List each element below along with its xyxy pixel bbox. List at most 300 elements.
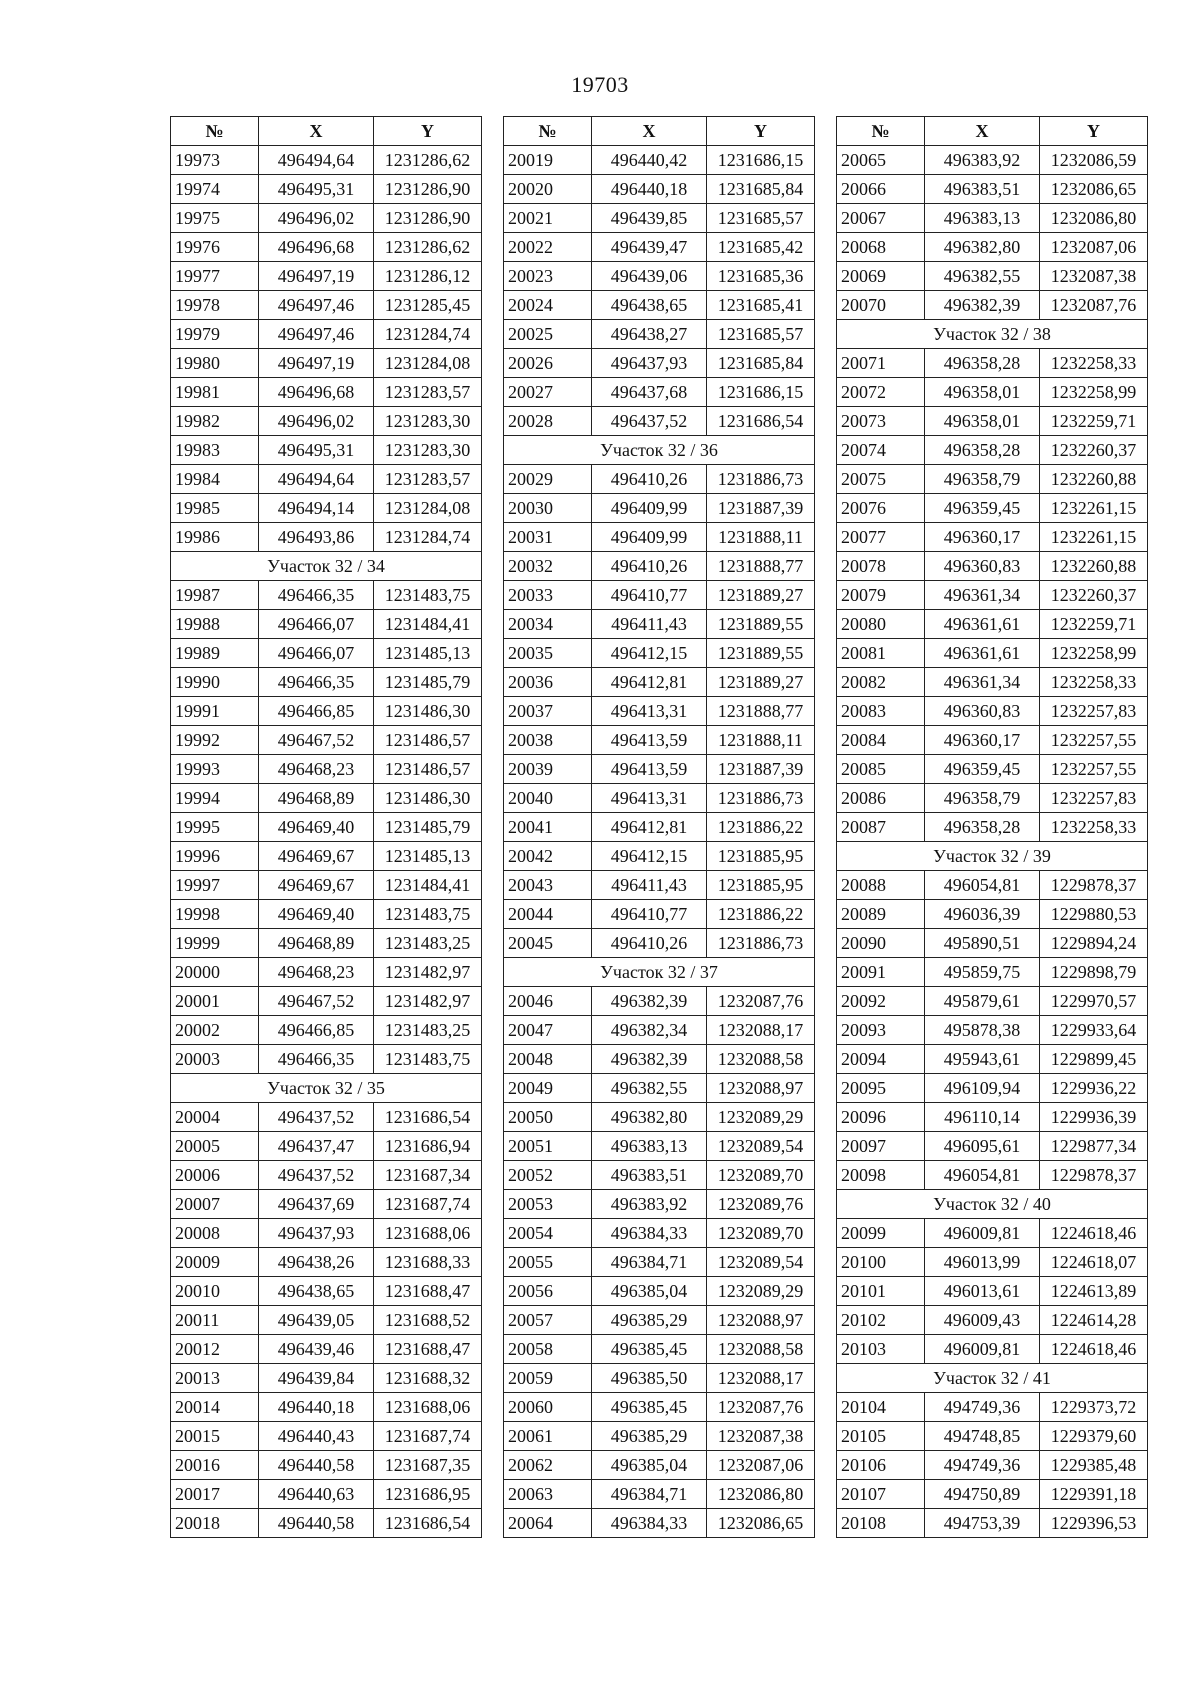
x-coordinate: 496496,68: [259, 378, 374, 407]
point-number: 20057: [504, 1306, 592, 1335]
x-coordinate: 495890,51: [925, 929, 1040, 958]
point-number: 20103: [837, 1335, 925, 1364]
point-number: 20052: [504, 1161, 592, 1190]
point-number: 20101: [837, 1277, 925, 1306]
table-row: [171, 900, 482, 929]
x-coordinate: 496385,45: [592, 1393, 707, 1422]
table-row: [171, 378, 482, 407]
y-coordinate: 1232087,06: [707, 1451, 815, 1480]
table-row: [171, 958, 482, 987]
y-coordinate: 1231687,74: [374, 1190, 482, 1219]
x-coordinate: 496409,99: [592, 494, 707, 523]
header-num: №: [504, 117, 592, 146]
y-coordinate: 1231889,27: [707, 668, 815, 697]
point-number: 20069: [837, 262, 925, 291]
x-coordinate: 496385,04: [592, 1277, 707, 1306]
y-coordinate: 1229970,57: [1040, 987, 1148, 1016]
x-coordinate: 496440,58: [259, 1509, 374, 1538]
point-number: 20028: [504, 407, 592, 436]
y-coordinate: 1229379,60: [1040, 1422, 1148, 1451]
point-number: 20086: [837, 784, 925, 813]
table-row: [171, 320, 482, 349]
y-coordinate: 1231688,06: [374, 1219, 482, 1248]
y-coordinate: 1232089,70: [707, 1161, 815, 1190]
x-coordinate: 496495,31: [259, 175, 374, 204]
x-coordinate: 496383,92: [925, 146, 1040, 175]
section-title: Участок 32 / 40: [837, 1190, 1148, 1219]
y-coordinate: 1231285,45: [374, 291, 482, 320]
point-number: 20076: [837, 494, 925, 523]
y-coordinate: 1231886,73: [707, 929, 815, 958]
point-number: 20039: [504, 755, 592, 784]
point-number: 20036: [504, 668, 592, 697]
y-coordinate: 1231886,73: [707, 465, 815, 494]
table-row: [837, 900, 1148, 929]
point-number: 20034: [504, 610, 592, 639]
point-number: 20007: [171, 1190, 259, 1219]
x-coordinate: 496410,26: [592, 465, 707, 494]
table-row: [504, 1219, 815, 1248]
table-row: [504, 726, 815, 755]
x-coordinate: 496467,52: [259, 726, 374, 755]
x-coordinate: 496360,17: [925, 523, 1040, 552]
point-number: 19988: [171, 610, 259, 639]
table-row: [171, 1480, 482, 1509]
point-number: 20102: [837, 1306, 925, 1335]
y-coordinate: 1232258,99: [1040, 639, 1148, 668]
point-number: 20085: [837, 755, 925, 784]
point-number: 20095: [837, 1074, 925, 1103]
y-coordinate: 1224618,07: [1040, 1248, 1148, 1277]
point-number: 20090: [837, 929, 925, 958]
x-coordinate: 496382,39: [925, 291, 1040, 320]
y-coordinate: 1229373,72: [1040, 1393, 1148, 1422]
table-row: [837, 1045, 1148, 1074]
table-row: [504, 320, 815, 349]
x-coordinate: 496440,18: [592, 175, 707, 204]
y-coordinate: 1231687,35: [374, 1451, 482, 1480]
x-coordinate: 496385,04: [592, 1451, 707, 1480]
point-number: 19984: [171, 465, 259, 494]
x-coordinate: 496382,34: [592, 1016, 707, 1045]
table-row: [837, 349, 1148, 378]
point-number: 20047: [504, 1016, 592, 1045]
point-number: 20020: [504, 175, 592, 204]
point-number: 20021: [504, 204, 592, 233]
table-row: [504, 1016, 815, 1045]
y-coordinate: 1231685,36: [707, 262, 815, 291]
y-coordinate: 1231686,54: [374, 1509, 482, 1538]
point-number: 20078: [837, 552, 925, 581]
x-coordinate: 496466,85: [259, 1016, 374, 1045]
table-row: [837, 755, 1148, 784]
point-number: 20061: [504, 1422, 592, 1451]
table-row: [504, 1422, 815, 1451]
x-coordinate: 496036,39: [925, 900, 1040, 929]
point-number: 19980: [171, 349, 259, 378]
y-coordinate: 1231283,57: [374, 378, 482, 407]
y-coordinate: 1231286,62: [374, 146, 482, 175]
table-row: [504, 1451, 815, 1480]
y-coordinate: 1232086,65: [707, 1509, 815, 1538]
x-coordinate: 496495,31: [259, 436, 374, 465]
point-number: 20108: [837, 1509, 925, 1538]
x-coordinate: 496496,02: [259, 204, 374, 233]
table-row: [837, 233, 1148, 262]
y-coordinate: 1231284,74: [374, 523, 482, 552]
x-coordinate: 496412,15: [592, 639, 707, 668]
table-row: [837, 494, 1148, 523]
x-coordinate: 496382,55: [925, 262, 1040, 291]
y-coordinate: 1231685,41: [707, 291, 815, 320]
y-coordinate: 1232089,54: [707, 1248, 815, 1277]
x-coordinate: 496440,58: [259, 1451, 374, 1480]
table-row: [171, 842, 482, 871]
y-coordinate: 1232258,33: [1040, 813, 1148, 842]
section-row: [171, 1074, 482, 1103]
point-number: 20087: [837, 813, 925, 842]
table-row: [504, 610, 815, 639]
x-coordinate: 496413,31: [592, 697, 707, 726]
table-row: [837, 1422, 1148, 1451]
y-coordinate: 1232261,15: [1040, 494, 1148, 523]
x-coordinate: 496360,17: [925, 726, 1040, 755]
table-row: [837, 1248, 1148, 1277]
y-coordinate: 1229878,37: [1040, 871, 1148, 900]
x-coordinate: 496384,33: [592, 1219, 707, 1248]
x-coordinate: 496466,35: [259, 581, 374, 610]
point-number: 20072: [837, 378, 925, 407]
y-coordinate: 1231685,84: [707, 349, 815, 378]
table-row: [837, 1306, 1148, 1335]
y-coordinate: 1232087,06: [1040, 233, 1148, 262]
table-row: [837, 1277, 1148, 1306]
table-row: [504, 349, 815, 378]
table-row: [504, 552, 815, 581]
y-coordinate: 1231485,79: [374, 813, 482, 842]
section-row: [837, 1190, 1148, 1219]
point-number: 19999: [171, 929, 259, 958]
x-coordinate: 496439,84: [259, 1364, 374, 1393]
point-number: 19990: [171, 668, 259, 697]
point-number: 20003: [171, 1045, 259, 1074]
coordinates-table-3: [836, 116, 1148, 1538]
point-number: 20018: [171, 1509, 259, 1538]
x-coordinate: 496468,89: [259, 784, 374, 813]
y-coordinate: 1231486,57: [374, 755, 482, 784]
table-row: [504, 1132, 815, 1161]
point-number: 20026: [504, 349, 592, 378]
header-y: Y: [707, 117, 815, 146]
y-coordinate: 1229396,53: [1040, 1509, 1148, 1538]
x-coordinate: 496383,51: [925, 175, 1040, 204]
point-number: 19974: [171, 175, 259, 204]
table-row: [837, 262, 1148, 291]
table-row: [837, 1132, 1148, 1161]
table-row: [504, 204, 815, 233]
table-row: [171, 465, 482, 494]
table-row: [504, 1074, 815, 1103]
x-coordinate: 495943,61: [925, 1045, 1040, 1074]
table-row: [504, 1103, 815, 1132]
point-number: 20004: [171, 1103, 259, 1132]
header-row: [837, 117, 1148, 146]
table-row: [837, 465, 1148, 494]
point-number: 20062: [504, 1451, 592, 1480]
table-row: [171, 726, 482, 755]
x-coordinate: 496385,50: [592, 1364, 707, 1393]
section-row: [837, 842, 1148, 871]
point-number: 20099: [837, 1219, 925, 1248]
x-coordinate: 496361,61: [925, 610, 1040, 639]
x-coordinate: 495859,75: [925, 958, 1040, 987]
x-coordinate: 496438,26: [259, 1248, 374, 1277]
point-number: 20097: [837, 1132, 925, 1161]
x-coordinate: 496009,81: [925, 1335, 1040, 1364]
x-coordinate: 496054,81: [925, 871, 1040, 900]
point-number: 20070: [837, 291, 925, 320]
table-row: [837, 291, 1148, 320]
y-coordinate: 1229385,48: [1040, 1451, 1148, 1480]
point-number: 20044: [504, 900, 592, 929]
table-row: [504, 1364, 815, 1393]
point-number: 20084: [837, 726, 925, 755]
y-coordinate: 1232088,17: [707, 1016, 815, 1045]
y-coordinate: 1229899,45: [1040, 1045, 1148, 1074]
x-coordinate: 496358,28: [925, 813, 1040, 842]
y-coordinate: 1232086,80: [1040, 204, 1148, 233]
point-number: 19979: [171, 320, 259, 349]
point-number: 20067: [837, 204, 925, 233]
x-coordinate: 496413,59: [592, 755, 707, 784]
section-title: Участок 32 / 39: [837, 842, 1148, 871]
x-coordinate: 496438,65: [592, 291, 707, 320]
table-row: [171, 262, 482, 291]
point-number: 20043: [504, 871, 592, 900]
y-coordinate: 1231686,54: [374, 1103, 482, 1132]
y-coordinate: 1231688,32: [374, 1364, 482, 1393]
table-row: [504, 523, 815, 552]
y-coordinate: 1224618,46: [1040, 1335, 1148, 1364]
table-row: [837, 871, 1148, 900]
point-number: 19997: [171, 871, 259, 900]
table-row: [504, 987, 815, 1016]
table-row: [504, 1480, 815, 1509]
point-number: 19978: [171, 291, 259, 320]
point-number: 19985: [171, 494, 259, 523]
x-coordinate: 496497,46: [259, 291, 374, 320]
table-row: [837, 668, 1148, 697]
table-row: [171, 1190, 482, 1219]
y-coordinate: 1232259,71: [1040, 610, 1148, 639]
point-number: 20051: [504, 1132, 592, 1161]
y-coordinate: 1231284,08: [374, 349, 482, 378]
x-coordinate: 496382,80: [592, 1103, 707, 1132]
table-row: [837, 958, 1148, 987]
point-number: 19993: [171, 755, 259, 784]
y-coordinate: 1229391,18: [1040, 1480, 1148, 1509]
y-coordinate: 1232087,76: [707, 1393, 815, 1422]
table-row: [504, 784, 815, 813]
table-row: [171, 1364, 482, 1393]
page-number: 19703: [571, 72, 629, 97]
x-coordinate: 496497,19: [259, 349, 374, 378]
y-coordinate: 1231686,15: [707, 146, 815, 175]
table-row: [171, 1248, 482, 1277]
point-number: 20053: [504, 1190, 592, 1219]
x-coordinate: 496439,46: [259, 1335, 374, 1364]
table-row: [504, 668, 815, 697]
point-number: 19986: [171, 523, 259, 552]
y-coordinate: 1231483,25: [374, 1016, 482, 1045]
y-coordinate: 1231688,47: [374, 1335, 482, 1364]
table-row: [171, 610, 482, 639]
x-coordinate: 496385,29: [592, 1422, 707, 1451]
point-number: 19981: [171, 378, 259, 407]
section-row: [504, 436, 815, 465]
y-coordinate: 1231286,62: [374, 233, 482, 262]
header-row: [171, 117, 482, 146]
point-number: 19977: [171, 262, 259, 291]
y-coordinate: 1232089,76: [707, 1190, 815, 1219]
y-coordinate: 1231482,97: [374, 958, 482, 987]
y-coordinate: 1231686,95: [374, 1480, 482, 1509]
y-coordinate: 1231485,13: [374, 639, 482, 668]
point-number: 20045: [504, 929, 592, 958]
point-number: 20075: [837, 465, 925, 494]
table-row: [171, 1509, 482, 1538]
table-row: [504, 407, 815, 436]
table-row: [171, 1393, 482, 1422]
table-row: [504, 1509, 815, 1538]
x-coordinate: 496109,94: [925, 1074, 1040, 1103]
y-coordinate: 1231486,30: [374, 697, 482, 726]
x-coordinate: 496361,61: [925, 639, 1040, 668]
x-coordinate: 496382,39: [592, 987, 707, 1016]
x-coordinate: 496437,52: [592, 407, 707, 436]
table-row: [504, 1306, 815, 1335]
table-row: [837, 175, 1148, 204]
x-coordinate: 496497,46: [259, 320, 374, 349]
point-number: 20107: [837, 1480, 925, 1509]
table-row: [171, 1103, 482, 1132]
table-row: [837, 784, 1148, 813]
point-number: 19975: [171, 204, 259, 233]
table-row: [171, 813, 482, 842]
table-row: [504, 1161, 815, 1190]
table-row: [837, 726, 1148, 755]
table-row: [504, 1045, 815, 1074]
table-row: [504, 262, 815, 291]
x-coordinate: 496384,71: [592, 1248, 707, 1277]
y-coordinate: 1232257,55: [1040, 755, 1148, 784]
point-number: 20006: [171, 1161, 259, 1190]
y-coordinate: 1232257,83: [1040, 784, 1148, 813]
table-row: [504, 494, 815, 523]
point-number: 20016: [171, 1451, 259, 1480]
y-coordinate: 1232260,88: [1040, 465, 1148, 494]
x-coordinate: 496496,68: [259, 233, 374, 262]
table-row: [171, 233, 482, 262]
x-coordinate: 496413,31: [592, 784, 707, 813]
x-coordinate: 496358,01: [925, 378, 1040, 407]
point-number: 19991: [171, 697, 259, 726]
point-number: 20056: [504, 1277, 592, 1306]
x-coordinate: 496358,28: [925, 349, 1040, 378]
x-coordinate: 496358,79: [925, 784, 1040, 813]
point-number: 20025: [504, 320, 592, 349]
point-number: 20081: [837, 639, 925, 668]
table-row: [171, 146, 482, 175]
y-coordinate: 1232089,54: [707, 1132, 815, 1161]
x-coordinate: 496439,05: [259, 1306, 374, 1335]
point-number: 19996: [171, 842, 259, 871]
table-row: [171, 1219, 482, 1248]
y-coordinate: 1232087,38: [1040, 262, 1148, 291]
x-coordinate: 496439,06: [592, 262, 707, 291]
x-coordinate: 496383,92: [592, 1190, 707, 1219]
y-coordinate: 1229877,34: [1040, 1132, 1148, 1161]
y-coordinate: 1231485,79: [374, 668, 482, 697]
y-coordinate: 1231483,75: [374, 1045, 482, 1074]
x-coordinate: 496359,45: [925, 755, 1040, 784]
point-number: 20041: [504, 813, 592, 842]
point-number: 20038: [504, 726, 592, 755]
table-row: [504, 755, 815, 784]
table-row: [171, 204, 482, 233]
point-number: 20009: [171, 1248, 259, 1277]
y-coordinate: 1231886,22: [707, 813, 815, 842]
table-row: [171, 1422, 482, 1451]
x-coordinate: 496440,63: [259, 1480, 374, 1509]
table-row: [504, 146, 815, 175]
y-coordinate: 1231482,97: [374, 987, 482, 1016]
table-row: [171, 436, 482, 465]
table-row: [837, 639, 1148, 668]
y-coordinate: 1224614,28: [1040, 1306, 1148, 1335]
y-coordinate: 1232258,33: [1040, 349, 1148, 378]
point-number: 20015: [171, 1422, 259, 1451]
y-coordinate: 1232087,76: [1040, 291, 1148, 320]
x-coordinate: 496437,69: [259, 1190, 374, 1219]
x-coordinate: 496009,81: [925, 1219, 1040, 1248]
table-row: [171, 1277, 482, 1306]
x-coordinate: 496466,07: [259, 610, 374, 639]
y-coordinate: 1231286,12: [374, 262, 482, 291]
x-coordinate: 496468,89: [259, 929, 374, 958]
x-coordinate: 496497,19: [259, 262, 374, 291]
coordinates-table-1: [170, 116, 482, 1538]
point-number: 20008: [171, 1219, 259, 1248]
table-row: [504, 1248, 815, 1277]
table-row: [837, 146, 1148, 175]
y-coordinate: 1232260,37: [1040, 581, 1148, 610]
table-row: [171, 1306, 482, 1335]
x-coordinate: 494750,89: [925, 1480, 1040, 1509]
table-row: [171, 987, 482, 1016]
x-coordinate: 496383,51: [592, 1161, 707, 1190]
table-row: [837, 581, 1148, 610]
y-coordinate: 1232089,70: [707, 1219, 815, 1248]
y-coordinate: 1231486,30: [374, 784, 482, 813]
section-title: Участок 32 / 35: [171, 1074, 482, 1103]
point-number: 20042: [504, 842, 592, 871]
table-row: [837, 697, 1148, 726]
header-row: [504, 117, 815, 146]
y-coordinate: 1231686,94: [374, 1132, 482, 1161]
y-coordinate: 1231888,11: [707, 726, 815, 755]
section-title: Участок 32 / 34: [171, 552, 482, 581]
